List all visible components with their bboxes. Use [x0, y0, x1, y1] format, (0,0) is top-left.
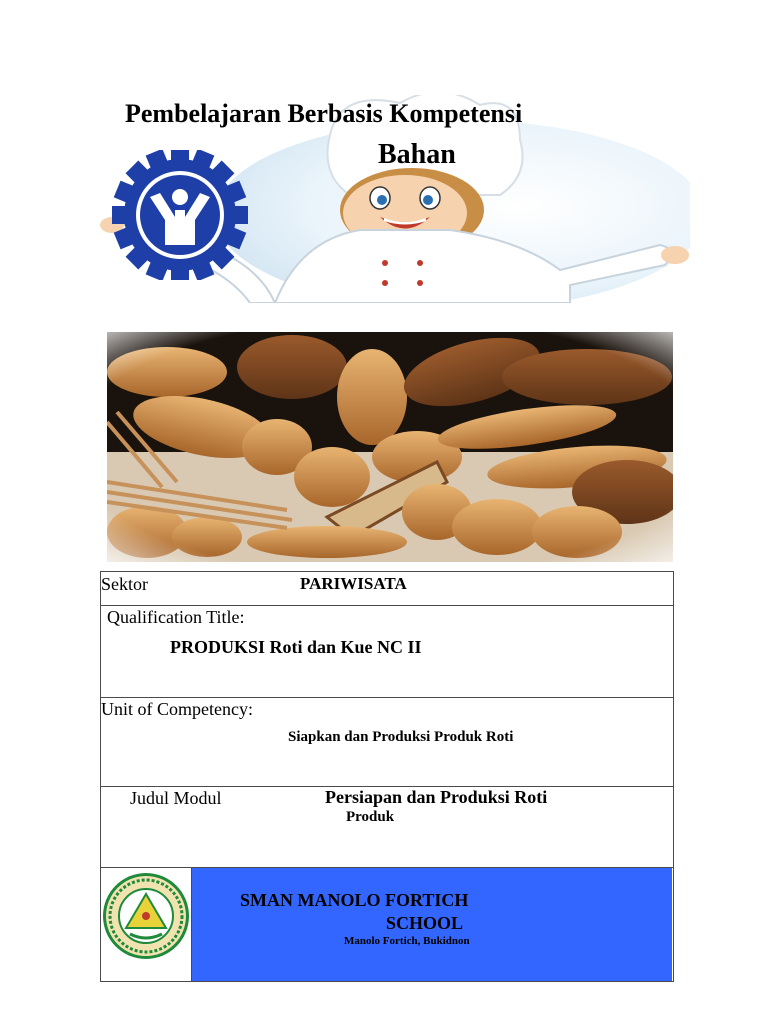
- document-subtitle: Bahan: [378, 139, 456, 170]
- bread-assortment-photo: [107, 332, 673, 562]
- unit-label: Unit of Competency:: [101, 699, 253, 719]
- module-value-line1: Persiapan dan Produksi Roti: [325, 787, 548, 807]
- school-name-line1: SMAN MANOLO FORTICH: [240, 890, 469, 910]
- module-value-line2: Produk: [346, 809, 395, 825]
- school-name-line2: SCHOOL: [386, 913, 464, 933]
- school-divider: [191, 868, 192, 981]
- sector-value: PARIWISATA: [300, 574, 407, 593]
- header-banner: [100, 95, 690, 303]
- qualification-label: Qualification Title:: [107, 607, 245, 627]
- unit-value: Siapkan dan Produksi Produk Roti: [288, 729, 514, 745]
- school-address: Manolo Fortich, Bukidnon: [344, 935, 470, 947]
- module-label: Judul Modul: [130, 788, 222, 808]
- sector-label: Sektor: [101, 574, 148, 594]
- qualification-value: PRODUKSI Roti dan Kue NC II: [170, 637, 422, 657]
- tesda-gear-logo-icon: [110, 150, 250, 280]
- school-seal-icon: [101, 868, 191, 980]
- document-title: Pembelajaran Berbasis Kompetensi: [125, 99, 523, 128]
